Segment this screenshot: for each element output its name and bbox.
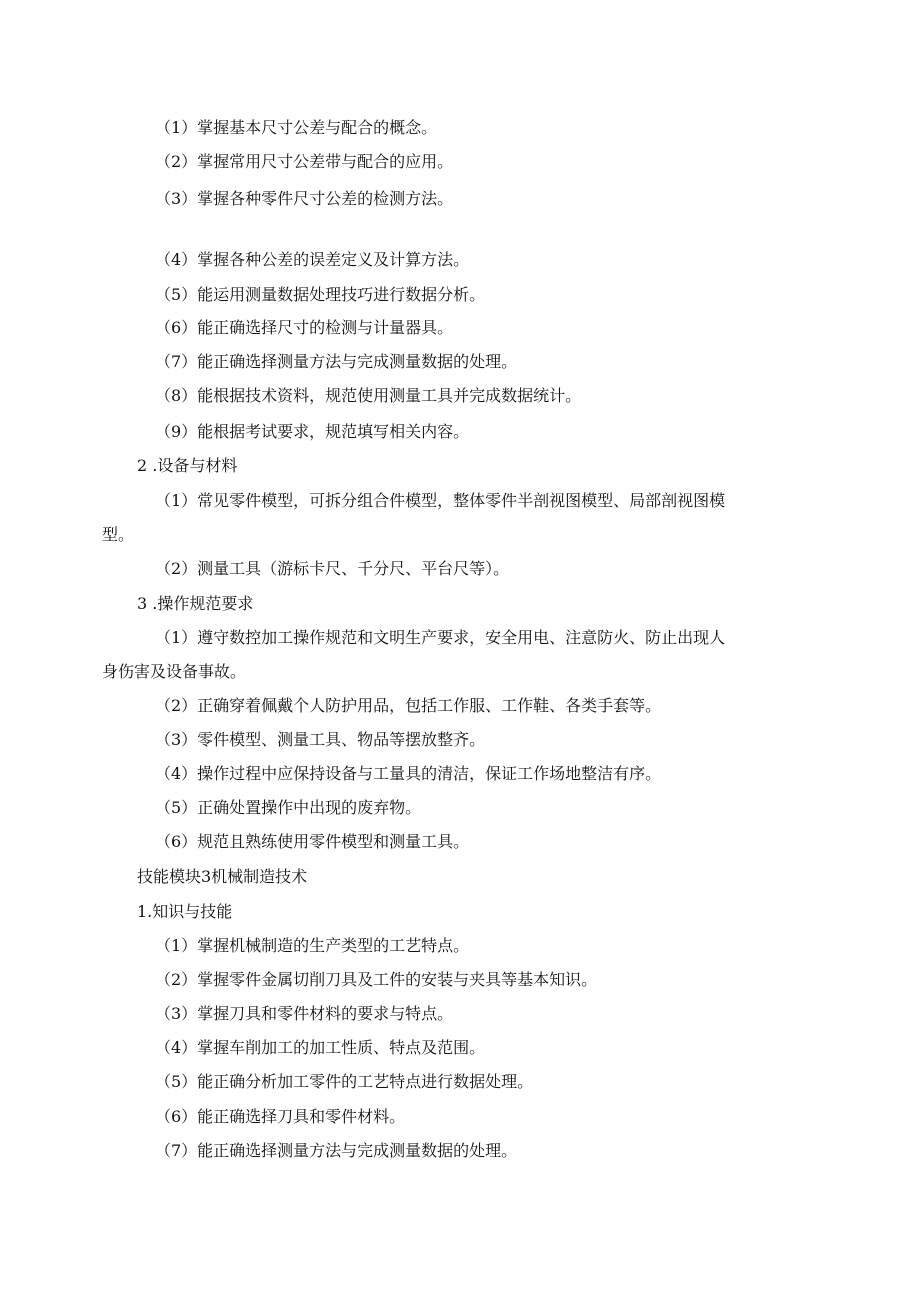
list-item: （6）能正确选择尺寸的检测与计量器具。 xyxy=(155,318,454,337)
list-item: （9）能根据考试要求，规范填写相关内容。 xyxy=(155,422,470,441)
list-item: （7）能正确选择测量方法与完成测量数据的处理。 xyxy=(155,1141,518,1160)
list-item: （3）掌握各种零件尺寸公差的检测方法。 xyxy=(155,189,454,208)
list-item: （6）能正确选择刀具和零件材料。 xyxy=(155,1107,406,1126)
list-item: （1）遵守数控加工操作规范和文明生产要求，安全用电、注意防火、防止出现人 xyxy=(155,628,726,647)
list-item-continuation: 身伤害及设备事故。 xyxy=(102,662,247,681)
list-item: （1）掌握基本尺寸公差与配合的概念。 xyxy=(155,118,438,137)
list-item: （6）规范且熟练使用零件模型和测量工具。 xyxy=(155,832,470,851)
module-heading: 技能模块3机械制造技术 xyxy=(137,867,308,886)
list-item: （1）常见零件模型，可拆分组合件模型，整体零件半剖视图模型、局部剖视图模 xyxy=(155,491,726,510)
list-item: （5）正确处置操作中出现的废弃物。 xyxy=(155,798,422,817)
section-heading: 2 .设备与材料 xyxy=(137,456,238,475)
list-item: （1）掌握机械制造的生产类型的工艺特点。 xyxy=(155,936,470,955)
list-item: （2）掌握常用尺寸公差带与配合的应用。 xyxy=(155,152,454,171)
list-item: （4）掌握各种公差的误差定义及计算方法。 xyxy=(155,250,470,269)
section-heading: 1.知识与技能 xyxy=(137,902,233,921)
list-item: （8）能根据技术资料，规范使用测量工具并完成数据统计。 xyxy=(155,386,582,405)
list-item: （3）掌握刀具和零件材料的要求与特点。 xyxy=(155,1004,454,1023)
list-item: （7）能正确选择测量方法与完成测量数据的处理。 xyxy=(155,352,518,371)
list-item-continuation: 型。 xyxy=(102,525,135,544)
list-item: （3）零件模型、测量工具、物品等摆放整齐。 xyxy=(155,730,486,749)
list-item: （4）操作过程中应保持设备与工量具的清洁，保证工作场地整洁有序。 xyxy=(155,764,662,783)
list-item: （2）掌握零件金属切削刀具及工件的安装与夹具等基本知识。 xyxy=(155,970,598,989)
list-item: （2）正确穿着佩戴个人防护用品，包括工作服、工作鞋、各类手套等。 xyxy=(155,696,662,715)
list-item: （5）能正确分析加工零件的工艺特点进行数据处理。 xyxy=(155,1072,534,1091)
list-item: （2）测量工具（游标卡尺、千分尺、平台尺等）。 xyxy=(155,559,510,578)
section-heading: 3 .操作规范要求 xyxy=(137,594,254,613)
list-item: （5）能运用测量数据处理技巧进行数据分析。 xyxy=(155,285,486,304)
list-item: （4）掌握车削加工的加工性质、特点及范围。 xyxy=(155,1038,486,1057)
